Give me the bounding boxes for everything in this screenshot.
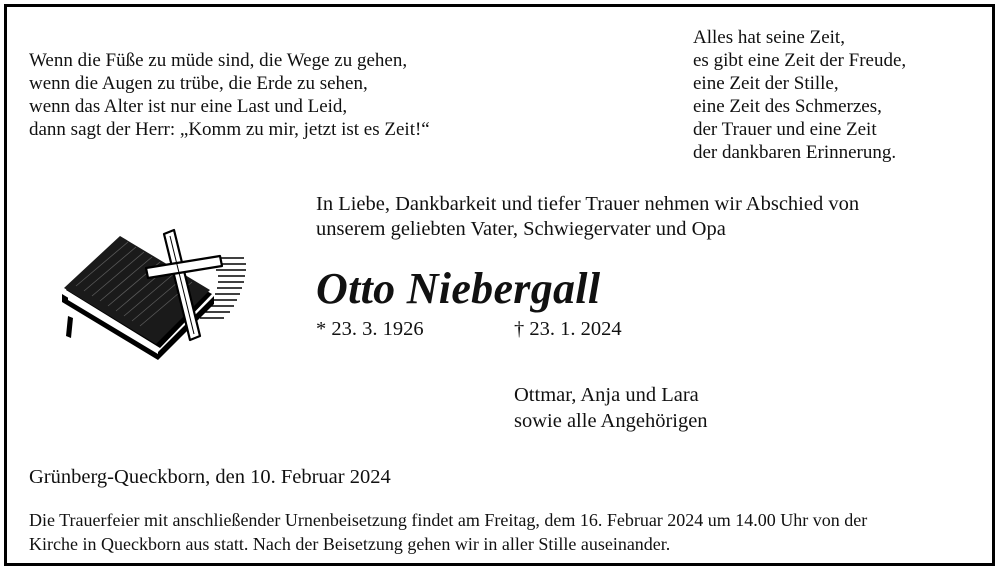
poem-left <box>29 49 430 141</box>
intro-text <box>316 192 859 242</box>
ceremony-line: Kirche in Queckborn aus statt. Nach der Beisetzung gehen wir in aller Stille auseinander. <box>29 534 671 554</box>
death-date: † 23. 1. 2024 <box>514 318 622 340</box>
place-date: Grünberg-Queckborn, den 10. Februar 2024 <box>29 466 391 488</box>
poem-left-line: Wenn die Füße zu müde sind, die Wege zu gehen, <box>29 50 408 71</box>
family-line: sowie alle Angehörigen <box>514 410 708 432</box>
family-signature <box>514 382 708 434</box>
poem-left-line: wenn das Alter ist nur eine Last und Leid, <box>29 96 348 117</box>
poem-right-line: der Trauer und eine Zeit <box>693 119 877 140</box>
bible-with-cross-icon <box>52 220 248 360</box>
poem-left-line: wenn die Augen zu trübe, die Erde zu sehen, <box>29 73 368 94</box>
intro-line: unserem geliebten Vater, Schwiegervater und Opa <box>316 218 726 240</box>
ceremony-notice <box>29 508 867 556</box>
birth-date: * 23. 3. 1926 <box>316 318 424 340</box>
poem-right-line: der dankbaren Erinnerung. <box>693 142 897 163</box>
poem-right-line: es gibt eine Zeit der Freude, <box>693 50 907 71</box>
poem-right-line: Alles hat seine Zeit, <box>693 27 845 48</box>
poem-left-line: dann sagt der Herr: „Komm zu mir, jetzt ist es Zeit!“ <box>29 119 430 140</box>
intro-line: In Liebe, Dankbarkeit und tiefer Trauer nehmen wir Abschied von <box>316 193 860 215</box>
poem-right <box>693 26 906 164</box>
poem-right-line: eine Zeit der Stille, <box>693 73 839 94</box>
poem-right-line: eine Zeit des Schmerzes, <box>693 96 882 117</box>
ceremony-line: Die Trauerfeier mit anschließender Urnenbeisetzung findet am Freitag, dem 16. Februar 2024 um 14.00 Uhr von der <box>29 510 868 530</box>
deceased-name: Otto Niebergall <box>316 264 601 313</box>
family-line: Ottmar, Anja und Lara <box>514 384 699 406</box>
